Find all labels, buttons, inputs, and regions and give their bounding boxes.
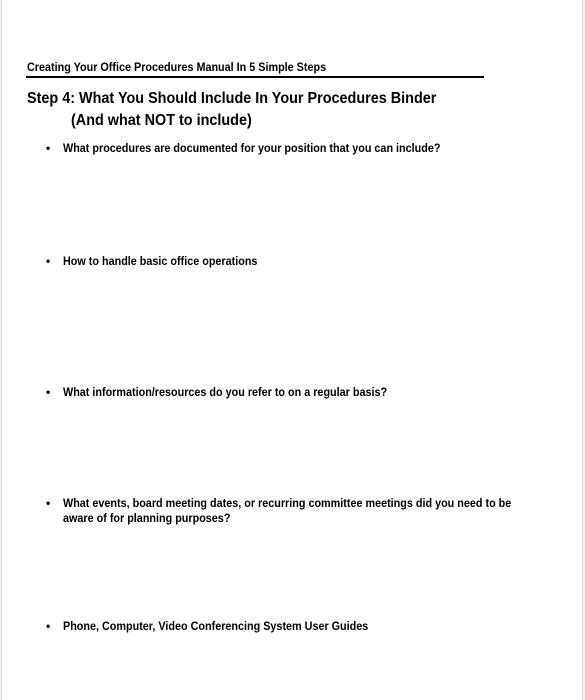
running-header: Creating Your Office Procedures Manual In 5 Simple Steps (27, 60, 327, 74)
bullet-text: What events, board meeting dates, or recurring committee meetings did you need to be aware of for planning purposes? (63, 496, 512, 525)
step-subtitle: (And what NOT to include) (71, 112, 252, 129)
bullet-text: How to handle basic office operations (63, 254, 258, 268)
document-page (1, 0, 583, 700)
bullet-item (46, 496, 566, 526)
bullet-text: What information/resources do you refer to on a regular basis? (63, 385, 388, 399)
header-rule (26, 76, 484, 78)
bullet-text: What procedures are documented for your position that you can include? (63, 141, 441, 155)
bullet-dot: • (46, 141, 51, 155)
bullet-item (46, 141, 566, 156)
step-title: Step 4: What You Should Include In Your Procedures Binder (27, 90, 437, 107)
bullet-dot: • (46, 496, 51, 510)
bullet-dot: • (46, 385, 51, 399)
bullet-item (46, 619, 566, 634)
bullet-text: Phone, Computer, Video Conferencing System User Guides (63, 619, 369, 633)
bullet-item (46, 254, 566, 269)
bullet-dot: • (46, 254, 51, 268)
bullet-item (46, 385, 566, 400)
bullet-dot: • (46, 619, 51, 633)
